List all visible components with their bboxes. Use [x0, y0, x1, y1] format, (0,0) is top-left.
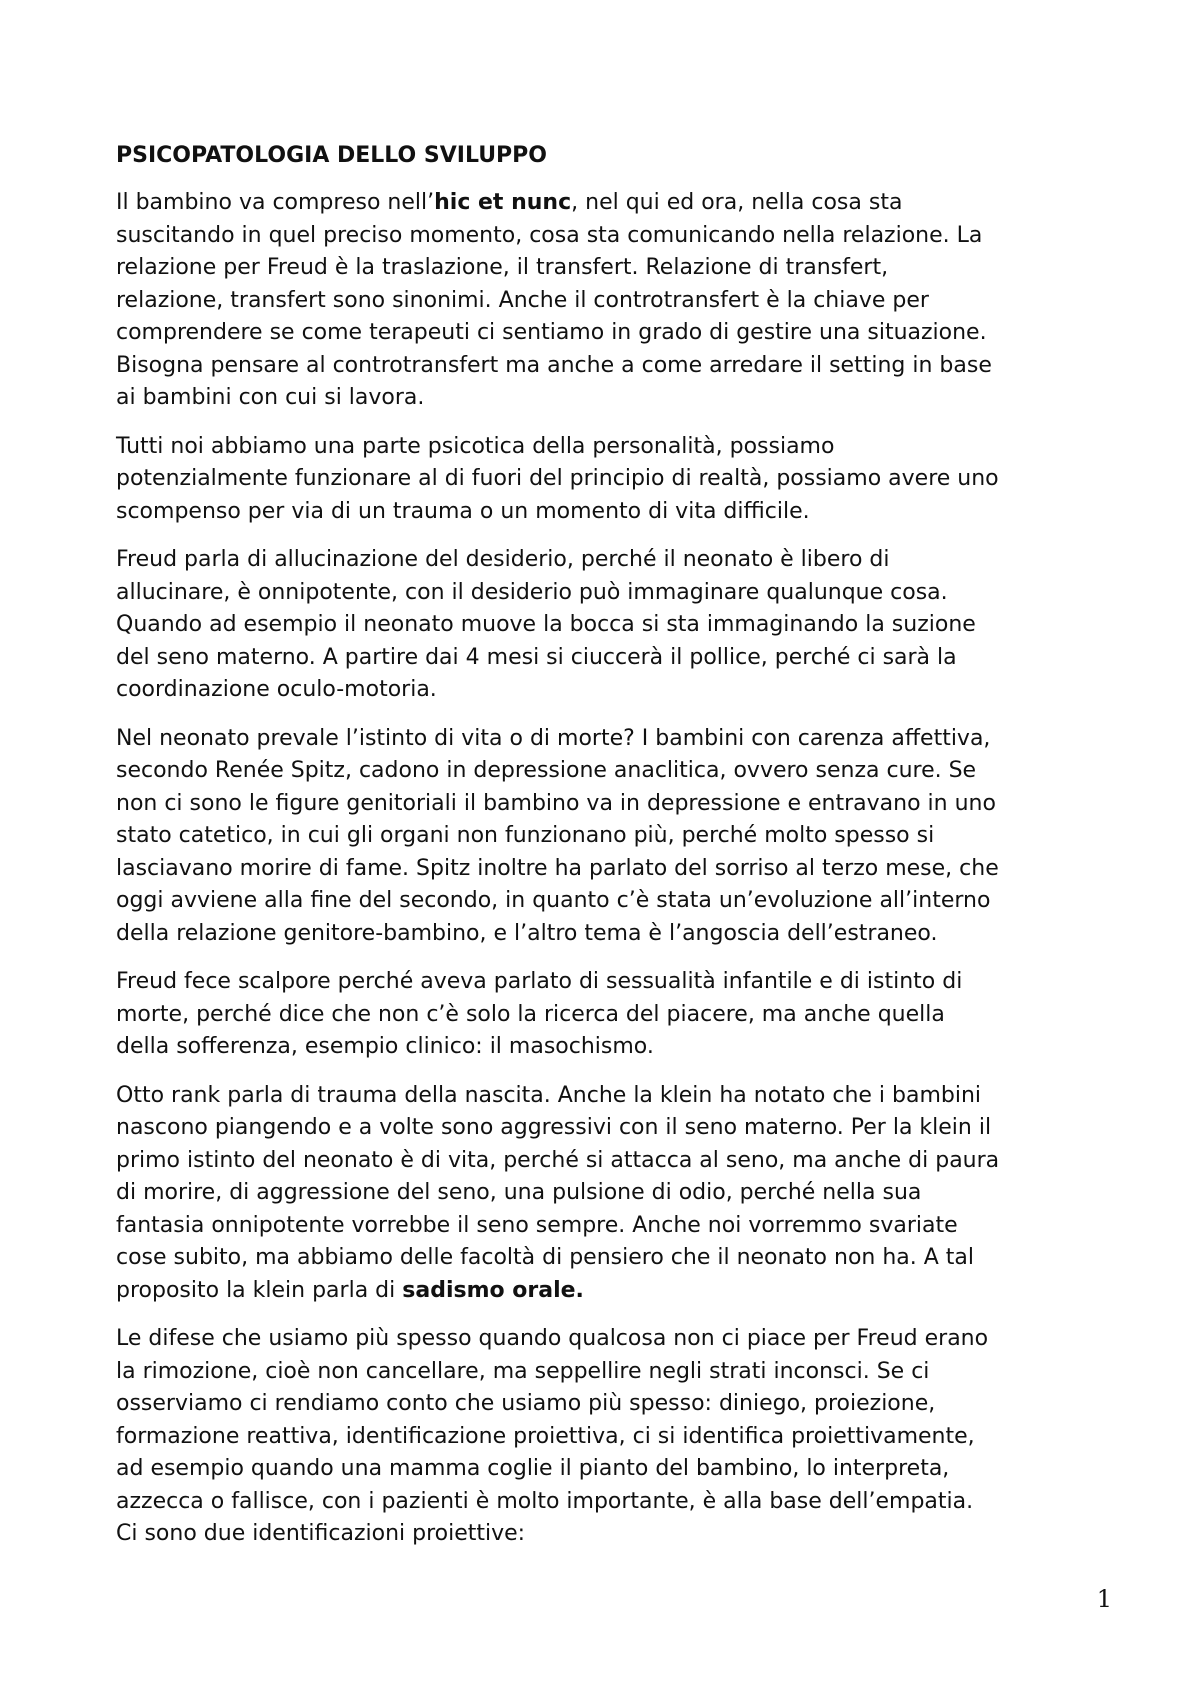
text-run: oggi avviene alla fine del secondo, in quanto c’è stata un’evoluzione all’interno: [116, 888, 991, 913]
text-run: allucinare, è onnipotente, con il desiderio può immaginare qualunque cosa.: [116, 579, 948, 605]
text-run: della relazione genitore-bambino, e l’altro tema è l’angoscia dell’estraneo.: [116, 920, 938, 946]
paragraph: [116, 1323, 1106, 1551]
paragraph: [116, 431, 1106, 529]
text-run: relazione per Freud è la traslazione, il transfert. Relazione di transfert,: [116, 255, 889, 280]
text-line: [116, 1486, 1106, 1519]
text-line: [116, 674, 1106, 707]
text-line: [116, 1242, 1106, 1275]
text-run: comprendere se come terapeuti ci sentiamo in grado di gestire una situazione.: [116, 320, 987, 345]
text-line: [116, 642, 1106, 675]
text-run: scompenso per via di un trauma o un momento di vita difficile.: [116, 498, 810, 524]
text-run: cose subito, ma abbiamo delle facoltà di pensiero che il neonato non ha. A tal: [116, 1245, 975, 1270]
text-line: [116, 544, 1106, 577]
text-run: Nel neonato prevale l’istinto di vita o di morte? I bambini con carenza affettiva,: [116, 725, 991, 751]
text-run: osserviamo ci rendiamo conto che usiamo più spesso: diniego, proiezione,: [116, 1391, 936, 1416]
text-line: [116, 1145, 1106, 1178]
text-run: Le difese che usiamo più spesso quando qualcosa non ci piace per Freud erano: [116, 1326, 989, 1351]
text-run: primo istinto del neonato è di vita, perché si attacca al seno, ma anche di paura: [116, 1147, 1000, 1173]
text-line: [116, 853, 1106, 886]
paragraph: [116, 1080, 1106, 1308]
text-run: potenzialmente funzionare al di fuori del principio di realtà, possiamo avere uno: [116, 466, 999, 491]
text-line: [116, 788, 1106, 821]
text-run: , nel qui ed ora, nella cosa sta: [571, 190, 903, 215]
text-line: [116, 755, 1106, 788]
text-run: di morire, di aggressione del seno, una pulsione di odio, perché nella sua: [116, 1180, 922, 1205]
bold-text: hic et nunc: [434, 190, 572, 215]
text-line: [116, 820, 1106, 853]
document-body: [116, 187, 1106, 1551]
text-line: [116, 885, 1106, 918]
text-run: stato catetico, in cui gli organi non funzionano più, perché molto spesso si: [116, 823, 935, 848]
bold-text: sadismo orale.: [402, 1277, 584, 1303]
text-line: [116, 496, 1106, 529]
text-line: [116, 1518, 1106, 1551]
text-line: [116, 1388, 1106, 1421]
text-run: non ci sono le figure genitoriali il bambino va in depressione e entravano in uno: [116, 790, 996, 816]
text-run: Il bambino va compreso nell’: [116, 190, 435, 215]
page-number: 1: [1096, 1585, 1112, 1613]
text-run: nascono piangendo e a volte sono aggressivi con il seno materno. Per la klein il: [116, 1115, 992, 1140]
text-run: Tutti noi abbiamo una parte psicotica della personalità, possiamo: [116, 433, 835, 459]
text-run: proposito la klein parla di: [116, 1277, 403, 1303]
text-line: [116, 1356, 1106, 1389]
text-run: morte, perché dice che non c’è solo la ricerca del piacere, ma anche quella: [116, 1001, 945, 1027]
text-line: [116, 350, 1106, 383]
text-run: Otto rank parla di trauma della nascita. Anche la klein ha notato che i bambini: [116, 1082, 982, 1108]
text-run: suscitando in quel preciso momento, cosa sta comunicando nella relazione. La: [116, 222, 983, 248]
text-run: la rimozione, cioè non cancellare, ma seppellire negli strati inconsci. Se ci: [116, 1358, 930, 1384]
text-run: Ci sono due identificazioni proiettive:: [116, 1521, 526, 1546]
text-run: della sofferenza, esempio clinico: il masochismo.: [116, 1034, 654, 1059]
text-line: [116, 1275, 1106, 1308]
paragraph: [116, 723, 1106, 951]
text-line: [116, 187, 1106, 220]
text-run: Bisogna pensare al controtransfert ma anche a come arredare il setting in base: [116, 352, 992, 378]
text-line: [116, 1112, 1106, 1145]
text-line: [116, 1177, 1106, 1210]
text-line: [116, 966, 1106, 999]
text-line: [116, 285, 1106, 318]
text-line: [116, 463, 1106, 496]
text-line: [116, 999, 1106, 1032]
text-line: [116, 1210, 1106, 1243]
text-line: [116, 1323, 1106, 1356]
text-line: [116, 431, 1106, 464]
paragraph: [116, 966, 1106, 1064]
text-line: [116, 918, 1106, 951]
text-line: [116, 1453, 1106, 1486]
text-line: [116, 252, 1106, 285]
text-run: ad esempio quando una mamma coglie il pianto del bambino, lo interpreta,: [116, 1456, 950, 1481]
text-run: fantasia onnipotente vorrebbe il seno sempre. Anche noi vorremmo svariate: [116, 1212, 958, 1238]
text-line: [116, 220, 1106, 253]
text-line: [116, 1080, 1106, 1113]
text-line: [116, 577, 1106, 610]
text-run: formazione reattiva, identificazione proiettiva, ci si identifica proiettivamente,: [116, 1423, 975, 1449]
text-run: del seno materno. A partire dai 4 mesi si ciuccerà il pollice, perché ci sarà la: [116, 644, 957, 670]
text-line: [116, 1031, 1106, 1064]
text-run: secondo Renée Spitz, cadono in depressione anaclitica, ovvero senza cure. Se: [116, 758, 977, 783]
document-page: [116, 140, 1106, 1567]
text-line: [116, 723, 1106, 756]
text-run: azzecca o fallisce, con i pazienti è molto importante, è alla base dell’empatia.: [116, 1488, 974, 1514]
text-line: [116, 317, 1106, 350]
paragraph: [116, 544, 1106, 707]
text-run: lasciavano morire di fame. Spitz inoltre ha parlato del sorriso al terzo mese, che: [116, 855, 999, 881]
text-run: relazione, transfert sono sinonimi. Anche il controtransfert è la chiave per: [116, 287, 929, 313]
paragraph: [116, 187, 1106, 415]
text-line: [116, 382, 1106, 415]
text-run: coordinazione oculo-motoria.: [116, 677, 437, 702]
text-line: [116, 1421, 1106, 1454]
document-title: PSICOPATOLOGIA DELLO SVILUPPO: [116, 143, 548, 168]
text-run: Freud fece scalpore perché aveva parlato di sessualità infantile e di istinto di: [116, 969, 963, 994]
text-line: [116, 609, 1106, 642]
text-run: Freud parla di allucinazione del desiderio, perché il neonato è libero di: [116, 547, 890, 572]
text-run: ai bambini con cui si lavora.: [116, 385, 425, 410]
text-run: Quando ad esempio il neonato muove la bocca si sta immaginando la suzione: [116, 612, 976, 637]
